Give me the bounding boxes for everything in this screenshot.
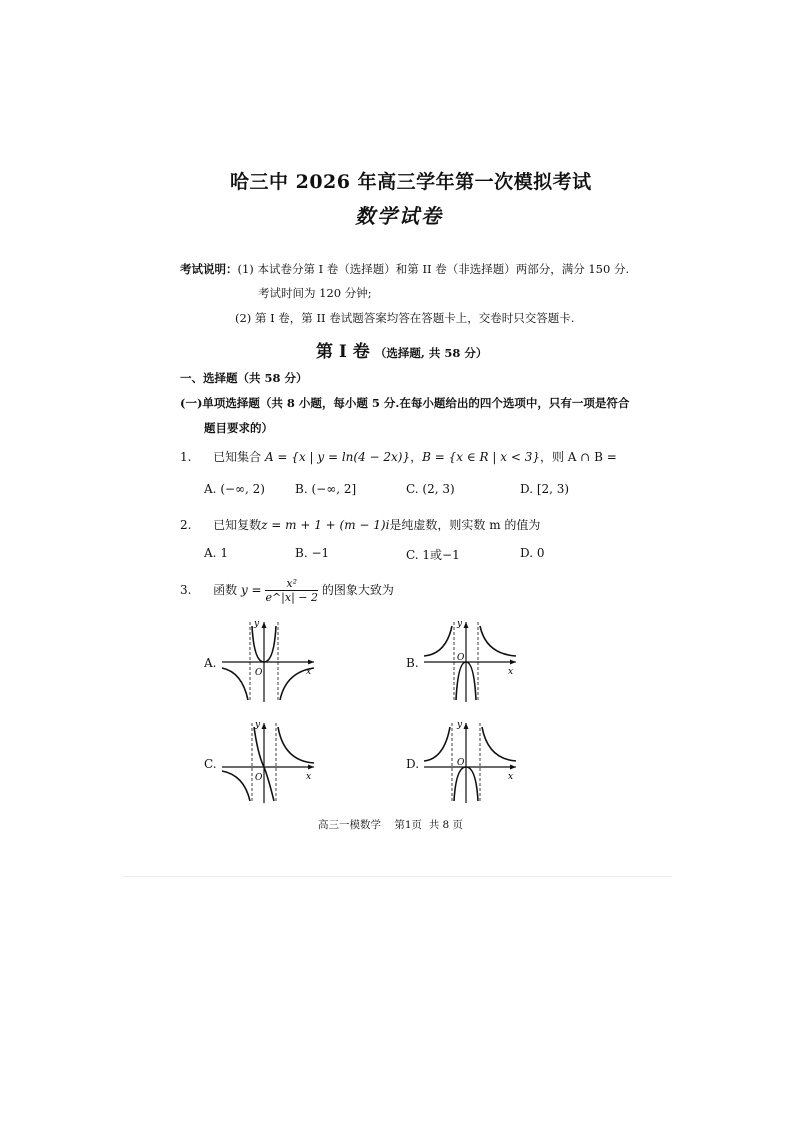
curve-left [222, 668, 248, 700]
exam-subtitle: 数学试卷 [355, 204, 443, 228]
y-axis-label: y [254, 619, 260, 629]
graph-a[interactable] [218, 614, 320, 706]
option-label: B. [295, 546, 308, 560]
curve-right [482, 727, 516, 761]
option-label: C. [406, 482, 419, 496]
y-axis-arrow-icon [464, 622, 469, 628]
y-axis-label: y [457, 619, 463, 629]
origin-label: O [255, 668, 263, 678]
page-edge [122, 876, 672, 877]
option-value: 0 [536, 546, 545, 560]
section1-subheading-1: (一)单项选择题（共 8 小题，每小题 5 分.在每小题给出的四个选项中，只有一项是符合 [180, 396, 630, 410]
fraction-denominator: e^|x| − 2 [265, 591, 318, 604]
x-axis-arrow-icon [308, 765, 314, 770]
origin-label: O [255, 773, 263, 783]
question-text: 已知集合 [213, 450, 262, 464]
curve-left [222, 771, 250, 801]
q2-option-d[interactable] [520, 546, 544, 560]
q1-option-b[interactable] [295, 482, 356, 496]
graph-option-a-label[interactable]: A. [204, 656, 217, 670]
option-value: (−∞, 2] [311, 482, 357, 496]
graph-d[interactable] [420, 715, 522, 807]
graph-option-c-label[interactable]: C. [204, 757, 217, 771]
q1-option-c[interactable] [406, 482, 455, 496]
x-axis-label: x [306, 772, 312, 782]
question-2 [180, 516, 540, 533]
q1-option-a[interactable] [204, 482, 265, 496]
instructions-line2: (2) 第 I 卷，第 II 卷试题答案均答在答题卡上，交卷时只交答题卡. [235, 311, 575, 325]
option-value: [2, 3) [536, 482, 570, 496]
graph-option-b-label[interactable]: B. [406, 656, 419, 670]
x-axis-label: x [508, 772, 514, 782]
option-label: D. [520, 546, 534, 560]
curve-left [424, 626, 452, 656]
option-label: B. [295, 482, 308, 496]
page-footer: 高三一模数学 第1页 共 8 页 [318, 819, 464, 831]
question-text-end: 是纯虚数，则实数 m 的值为 [389, 518, 541, 532]
y-axis-label: y [457, 720, 463, 730]
complex-expression: z = m + 1 + (m − 1)i [261, 518, 390, 532]
graph-c[interactable] [218, 715, 320, 807]
q2-option-c[interactable] [406, 546, 460, 563]
q2-option-b[interactable] [295, 546, 329, 560]
instructions-line1b: 考试时间为 120 分钟; [258, 286, 372, 300]
question-1 [180, 448, 617, 465]
curve-right [278, 727, 314, 763]
x-axis-arrow-icon [308, 660, 314, 665]
q2-option-a[interactable] [204, 546, 228, 560]
option-label: A. [204, 482, 217, 496]
question-text: 函数 [213, 583, 238, 597]
origin-label: O [457, 758, 465, 768]
function-fraction [265, 578, 318, 603]
part1-title: 第 I 卷 [316, 342, 370, 362]
instructions-label: 考试说明： [180, 262, 238, 276]
option-value: 1或−1 [422, 548, 460, 562]
y-axis-label: y [255, 720, 261, 730]
q1-option-d[interactable] [520, 482, 569, 496]
y-axis-arrow-icon [464, 723, 469, 729]
curve-right [480, 626, 516, 656]
function-lhs: y = [240, 583, 262, 597]
section1-subheading-2: 题目要求的） [204, 421, 273, 435]
separator: ， [410, 450, 423, 464]
exam-title: 哈三中 2026 年高三学年第一次模拟考试 [230, 171, 592, 193]
option-value: (2, 3) [422, 482, 455, 496]
section1-heading: 一、选择题（共 58 分） [180, 371, 308, 385]
origin-label: O [457, 653, 465, 663]
option-label: C. [406, 548, 419, 562]
option-value: (−∞, 2) [220, 482, 265, 496]
y-axis-arrow-icon [262, 622, 267, 628]
question-text: 已知复数 [213, 518, 262, 532]
question-text-end: ，则 A ∩ B = [539, 450, 617, 464]
graph-b[interactable] [420, 614, 522, 706]
instructions-line1 [180, 261, 629, 277]
option-label: A. [204, 546, 217, 560]
y-axis-arrow-icon [262, 723, 267, 729]
option-value: −1 [311, 546, 330, 560]
set-a: A = {x | y = ln(4 − 2x)} [264, 450, 411, 464]
x-axis-arrow-icon [510, 660, 516, 665]
x-axis-label: x [508, 667, 514, 677]
x-axis-label: x [306, 667, 312, 677]
question-3 [180, 578, 394, 603]
set-b: B = {x ∈ R | x < 3} [422, 450, 540, 464]
question-number: 2. [180, 518, 192, 532]
option-label: D. [520, 482, 534, 496]
question-number: 1. [180, 450, 192, 464]
question-text-end: 的图象大致为 [321, 583, 394, 597]
part1-heading [316, 337, 487, 362]
option-value: 1 [220, 546, 228, 560]
part1-note: （选择题, 共 58 分） [374, 346, 488, 360]
curve-left [424, 727, 450, 761]
instructions-text-1: (1) 本试卷分第 I 卷（选择题）和第 II 卷（非选择题）两部分，满分 150 分. [237, 262, 630, 276]
graph-option-d-label[interactable]: D. [406, 757, 420, 771]
x-axis-arrow-icon [510, 765, 516, 770]
fraction-numerator: x² [265, 578, 318, 591]
question-number: 3. [180, 583, 192, 597]
